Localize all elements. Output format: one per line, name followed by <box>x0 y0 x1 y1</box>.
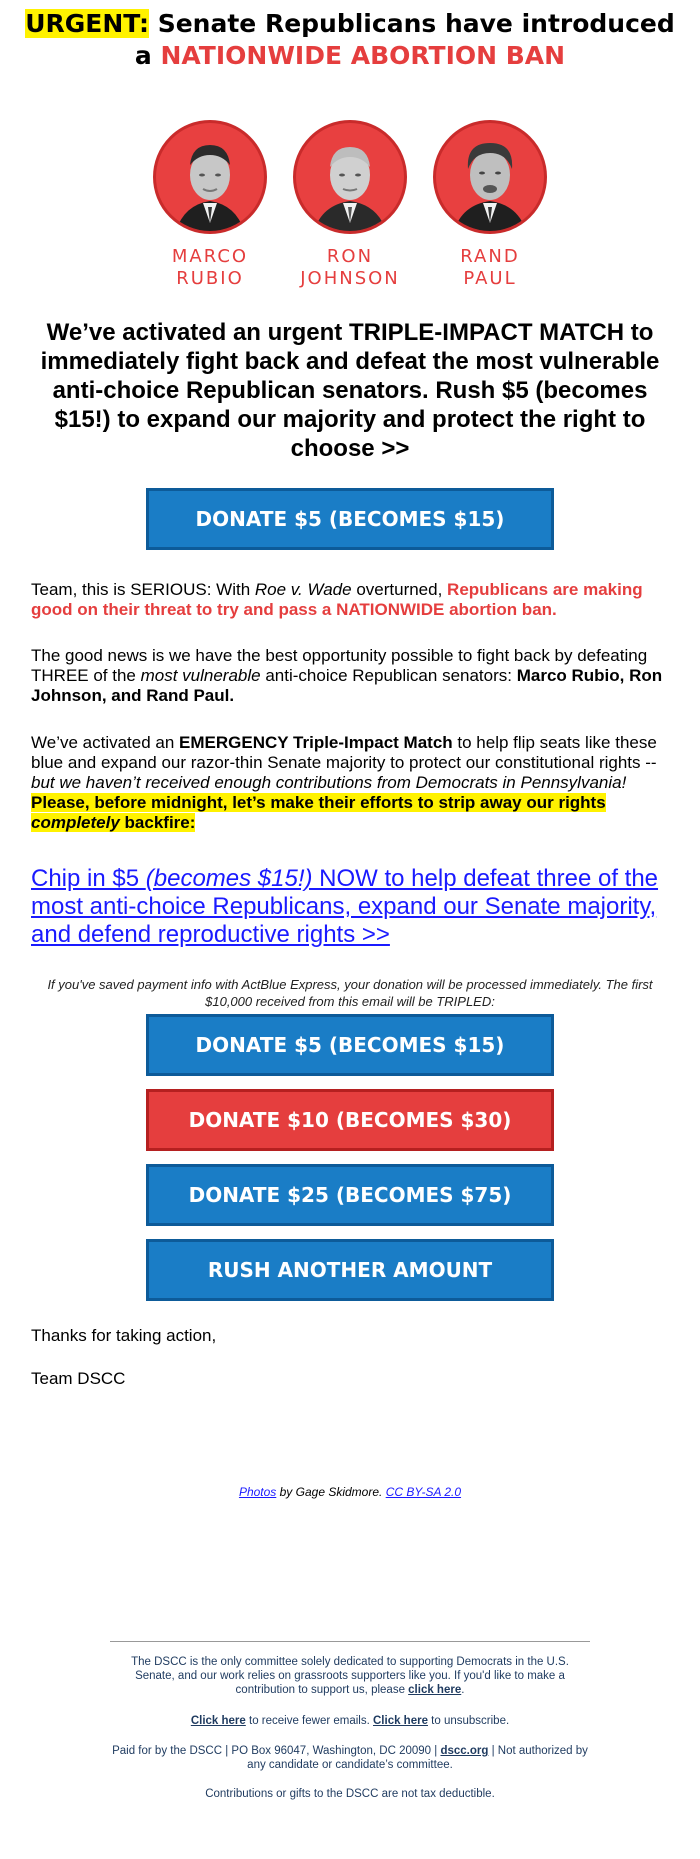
senator-names: Marco Rubio, Ron Johnson, and Rand Paul. <box>31 666 663 705</box>
headline-text: Senate Republicans have introduced a <box>134 9 675 70</box>
highlighted-appeal: Please, before midnight, let’s make their efforts to strip away our rights completely backfire: <box>31 793 606 832</box>
donate-10-button[interactable]: DONATE $10 (BECOMES $30) <box>146 1089 554 1151</box>
senator-johnson <box>285 120 415 290</box>
dscc-site-link[interactable]: dscc.org <box>440 1745 489 1757</box>
donate-25-button[interactable]: DONATE $25 (BECOMES $75) <box>146 1164 554 1226</box>
donate-5-top-button[interactable]: DONATE $5 (BECOMES $15) <box>146 488 554 550</box>
footer-paid-for: Paid for by the DSCC | PO Box 96047, Washington, DC 20090 | dscc.org | Not authorized by any candidate or candidate’s committee. <box>112 1745 588 1771</box>
footer-divider <box>110 1641 590 1642</box>
senator-paul <box>425 120 555 290</box>
urgent-label: URGENT: <box>25 9 149 38</box>
lead-paragraph: We’ve activated an urgent TRIPLE-IMPACT MATCH to immediately fight back and defeat the most vulnerable anti-choice Republican senators. Rush $5 (becomes $15!) to expand our majority and protect the right to choose >> <box>40 319 660 462</box>
photo-credit: Photos by Gage Skidmore. CC BY-SA 2.0 <box>238 1485 462 1499</box>
roe-v-wade: Roe v. Wade <box>254 580 352 599</box>
fewer-emails-link[interactable]: Click here <box>190 1715 246 1727</box>
thanks-text: Thanks for taking action, <box>31 1326 217 1345</box>
senator-name-paul: RAND PAUL <box>460 246 520 289</box>
unsubscribe-link[interactable]: Click here <box>373 1715 428 1727</box>
photos-link[interactable]: Photos <box>238 1485 277 1499</box>
portrait-rubio <box>153 120 267 234</box>
headline <box>20 8 680 72</box>
portrait-johnson <box>293 120 407 234</box>
paragraph-emergency-match: We’ve activated an EMERGENCY Triple-Impact Match to help flip seats like these blue and expand our razor-thin Senate majority to protect our constitutional rights -- but we haven’t received enough contributions from Democrats in Pennsylvania! Please, before midnight, let’s make their efforts to strip away our rights completely backfire: <box>31 733 657 832</box>
paragraph-good-news: The good news is we have the best opportunity possible to fight back by defeating THREE of the most vulnerable anti-choice Republican senators: Marco Rubio, Ron Johnson, and Rand Paul. <box>31 646 663 705</box>
footer-about: The DSCC is the only committee solely dedicated to supporting Democrats in the U.S. Senate, and our work relies on grassroots supporters like you. If you'd like to make a contribution to support us, please click here. <box>131 1656 569 1696</box>
senator-portraits <box>0 120 700 300</box>
actblue-note: If you've saved payment info with ActBlue Express, your donation will be processed immediately. The first $10,000 received from this email will be TRIPLED: <box>47 977 653 1009</box>
senator-name-johnson: RON JOHNSON <box>300 246 400 289</box>
chip-in-link[interactable] <box>31 865 671 949</box>
rush-another-amount-button[interactable]: RUSH ANOTHER AMOUNT <box>146 1239 554 1301</box>
donate-5-button[interactable]: DONATE $5 (BECOMES $15) <box>146 1014 554 1076</box>
license-link[interactable]: CC BY-SA 2.0 <box>385 1485 462 1499</box>
nationwide-ban-warning: Republicans are making good on their threat to try and pass a NATIONWIDE abortion ban. <box>31 580 643 619</box>
footer-tax-note: Contributions or gifts to the DSCC are not tax deductible. <box>205 1788 495 1800</box>
footer-email-prefs: Click here to receive fewer emails. Click here to unsubscribe. <box>190 1715 510 1727</box>
contribute-link[interactable]: click here <box>408 1684 462 1696</box>
signoff-text: Team DSCC <box>31 1369 126 1388</box>
abortion-ban-text: NATIONWIDE ABORTION BAN <box>160 41 566 70</box>
portrait-paul <box>433 120 547 234</box>
paragraph-serious: Team, this is SERIOUS: With Roe v. Wade overturned, Republicans are making good on their threat to try and pass a NATIONWIDE abortion ban. <box>31 580 643 619</box>
chip-in-link-text[interactable]: Chip in $5 (becomes $15!) NOW to help defeat three of the most anti-choice Republicans, expand our Senate majority, and defend reproductive rights >> <box>31 865 659 948</box>
senator-name-rubio: MARCO RUBIO <box>171 246 249 289</box>
senator-rubio <box>145 120 275 290</box>
